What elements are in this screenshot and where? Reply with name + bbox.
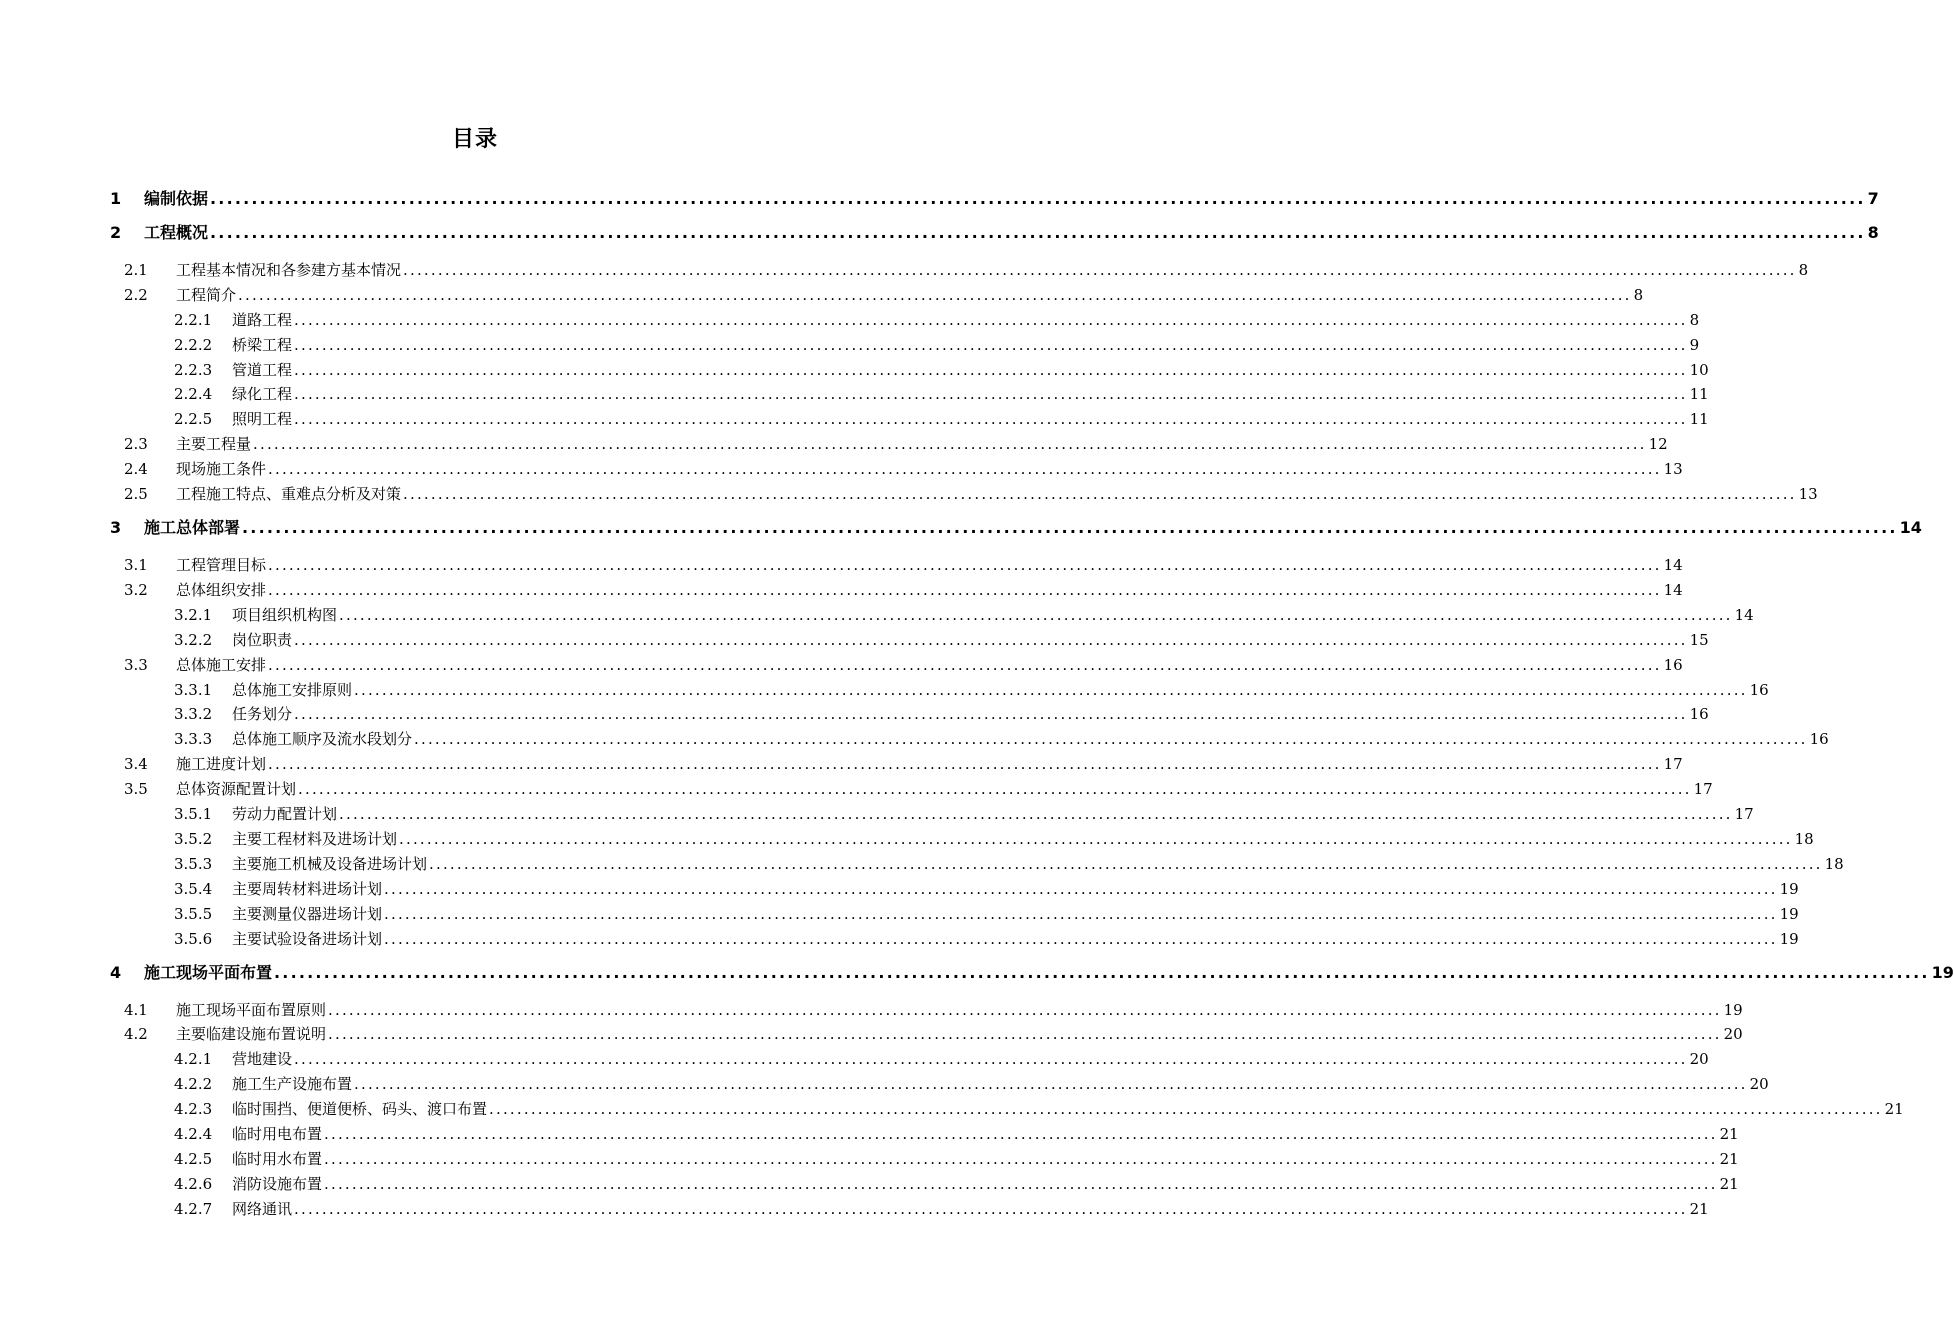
toc-entry-page: 13 [1798,485,1818,503]
toc-dot-leader: ........................................................................................................................................................................................................ [298,780,1692,798]
toc-entry-number: 3.3.2 [174,705,213,723]
toc-entry-page: 20 [1689,1050,1709,1068]
toc-dot-leader: ........................................................................................................................................................................................................ [210,223,1866,242]
toc-entry-page: 21 [1719,1125,1739,1143]
toc-dot-leader: ........................................................................................................................................................................................................ [242,518,1898,537]
toc-entry-label: 桥梁工程 [232,336,293,354]
toc-dot-leader: ........................................................................................................................................................................................................ [328,1025,1722,1043]
toc-dot-leader: ........................................................................................................................................................................................................ [294,311,1688,329]
toc-dot-leader: ........................................................................................................................................................................................................ [210,189,1866,208]
toc-entry-label: 工程概况 [144,223,209,242]
toc-entry-label: 临时用电布置 [232,1125,323,1143]
toc-entry[interactable] [174,727,1829,751]
toc-entry-label: 编制依据 [144,189,209,208]
toc-entry-label: 任务划分 [232,705,293,723]
toc-entry-page: 14 [1663,581,1683,599]
toc-dot-leader: ........................................................................................................................................................................................................ [294,1050,1688,1068]
toc-dot-leader: ........................................................................................................................................................................................................ [238,286,1632,304]
toc-entry[interactable] [124,482,1818,506]
toc-entry-page: 8 [1798,261,1809,279]
toc-entry-page: 18 [1794,830,1814,848]
toc-dot-leader: ........................................................................................................................................................................................................ [429,855,1823,873]
toc-dot-leader: ........................................................................................................................................................................................................ [268,755,1662,773]
toc-title: 目录 [451,127,498,152]
toc-entry-label: 主要施工机械及设备进场计划 [232,855,428,873]
toc-entry-page: 14 [1663,556,1683,574]
toc-entry-label: 主要工程材料及进场计划 [232,830,398,848]
toc-entry-number: 3 [110,518,122,537]
toc-entry-number: 2.4 [124,460,148,478]
toc-entry-label: 营地建设 [232,1050,293,1068]
toc-entry[interactable] [174,877,1799,901]
toc-entry-number: 2.2.3 [174,361,213,379]
toc-dot-leader: ........................................................................................................................................................................................................ [339,805,1733,823]
toc-entry-page: 20 [1749,1075,1769,1093]
toc-entry-number: 3.5.4 [174,880,213,898]
toc-entry-number: 3.5.1 [174,805,213,823]
toc-entry-page: 19 [1779,905,1799,923]
toc-dot-leader: ........................................................................................................................................................................................................ [384,930,1778,948]
toc-entry[interactable] [174,1097,1904,1121]
toc-entry-label: 主要试验设备进场计划 [232,930,383,948]
toc-dot-leader: ........................................................................................................................................................................................................ [403,261,1797,279]
toc-entry-number: 4.2.1 [174,1050,213,1068]
toc-entry-page: 21 [1884,1100,1904,1118]
toc-entry-page: 11 [1689,385,1709,403]
toc-entry-page: 16 [1663,656,1683,674]
toc-entry-number: 4.2.2 [174,1075,213,1093]
toc-entry[interactable] [174,1072,1769,1096]
toc-dot-leader: ........................................................................................................................................................................................................ [324,1150,1718,1168]
toc-entry-page: 20 [1723,1025,1743,1043]
toc-dot-leader: ........................................................................................................................................................................................................ [339,606,1733,624]
toc-entry[interactable] [174,678,1769,702]
toc-entry-label: 管道工程 [232,361,293,379]
toc-entry[interactable] [174,1122,1739,1146]
toc-entry-number: 3.2.1 [174,606,213,624]
toc-entry[interactable] [174,1172,1739,1196]
toc-entry-number: 3.5.5 [174,905,213,923]
toc-entry-number: 2.2.4 [174,385,213,403]
toc-entry-page: 19 [1779,930,1799,948]
toc-entry-label: 临时围挡、便道便桥、码头、渡口布置 [232,1100,488,1118]
toc-dot-leader: ........................................................................................................................................................................................................ [324,1125,1718,1143]
toc-entry-number: 4.2 [124,1025,148,1043]
toc-entry[interactable] [124,777,1713,801]
toc-entry[interactable] [110,187,1879,211]
toc-entry-number: 4.2.7 [174,1200,213,1218]
toc-dot-leader: ........................................................................................................................................................................................................ [294,361,1688,379]
toc-entry-label: 总体施工安排 [176,656,267,674]
toc-dot-leader: ........................................................................................................................................................................................................ [489,1100,1883,1118]
toc-entry[interactable] [174,1147,1739,1171]
toc-entry-page: 17 [1663,755,1683,773]
toc-entry-label: 临时用水布置 [232,1150,323,1168]
toc-entry[interactable] [174,1047,1709,1071]
toc-entry[interactable] [174,827,1814,851]
toc-entry[interactable] [174,902,1799,926]
toc-entry-label: 项目组织机构图 [232,606,338,624]
toc-entry[interactable] [174,358,1709,382]
toc-entry-page: 18 [1824,855,1844,873]
toc-entry-number: 2 [110,223,122,242]
toc-entry-label: 施工总体部署 [144,518,241,537]
toc-entry-number: 4.2.5 [174,1150,213,1168]
toc-entry-number: 3.3 [124,656,148,674]
toc-dot-leader: ........................................................................................................................................................................................................ [384,880,1778,898]
toc-entry-number: 4.2.3 [174,1100,213,1118]
toc-dot-leader: ........................................................................................................................................................................................................ [294,631,1688,649]
toc-entry-label: 工程简介 [176,286,237,304]
toc-entry-label: 施工现场平面布置 [144,963,273,982]
toc-entry[interactable] [124,752,1683,776]
toc-entry[interactable] [124,258,1809,282]
toc-entry-page: 19 [1723,1001,1743,1019]
toc-dot-leader: ........................................................................................................................................................................................................ [268,556,1662,574]
toc-entry-number: 2.1 [124,261,148,279]
toc-entry-label: 消防设施布置 [232,1175,323,1193]
toc-entry-label: 照明工程 [232,410,293,428]
toc-entry-label: 施工生产设施布置 [232,1075,353,1093]
toc-entry-page: 14 [1899,518,1922,537]
toc-entry-page: 21 [1689,1200,1709,1218]
toc-entry[interactable] [110,516,1922,540]
toc-entry-page: 12 [1648,435,1668,453]
toc-entry-number: 3.5 [124,780,148,798]
toc-dot-leader: ........................................................................................................................................................................................................ [294,385,1688,403]
toc-entry-page: 21 [1719,1150,1739,1168]
toc-dot-leader: ........................................................................................................................................................................................................ [294,336,1688,354]
toc-dot-leader: ........................................................................................................................................................................................................ [414,730,1808,748]
toc-entry-number: 1 [110,189,122,208]
toc-entry-label: 道路工程 [232,311,293,329]
toc-entry[interactable] [124,457,1683,481]
toc-entry[interactable] [124,578,1683,602]
toc-entry-number: 3.1 [124,556,148,574]
toc-entry-label: 总体资源配置计划 [176,780,297,798]
toc-entry-label: 网络通讯 [232,1200,293,1218]
toc-entry-label: 工程施工特点、重难点分析及对策 [176,485,402,503]
toc-entry[interactable] [124,553,1683,577]
toc-entry-page: 9 [1689,336,1700,354]
toc-entry-label: 施工现场平面布置原则 [176,1001,327,1019]
toc-dot-leader: ........................................................................................................................................................................................................ [274,963,1930,982]
toc-entry-page: 21 [1719,1175,1739,1193]
toc-entry-number: 3.3.3 [174,730,213,748]
toc-dot-leader: ........................................................................................................................................................................................................ [268,460,1662,478]
toc-dot-leader: ........................................................................................................................................................................................................ [399,830,1793,848]
toc-entry-page: 11 [1689,410,1709,428]
toc-entry-page: 7 [1867,189,1879,208]
toc-entry[interactable] [174,628,1709,652]
toc-entry-label: 岗位职责 [232,631,293,649]
toc-dot-leader: ........................................................................................................................................................................................................ [294,410,1688,428]
toc-dot-leader: ........................................................................................................................................................................................................ [354,681,1748,699]
toc-entry-number: 2.2.2 [174,336,213,354]
toc-entry[interactable] [174,603,1754,627]
toc-entry-page: 19 [1931,963,1954,982]
toc-entry-label: 总体施工安排原则 [232,681,353,699]
toc-dot-leader: ........................................................................................................................................................................................................ [403,485,1797,503]
toc-dot-leader: ........................................................................................................................................................................................................ [253,435,1647,453]
toc-entry[interactable] [110,961,1954,985]
toc-entry-page: 8 [1633,286,1644,304]
toc-entry-page: 16 [1809,730,1829,748]
toc-entry-page: 19 [1779,880,1799,898]
toc-entry-label: 工程基本情况和各参建方基本情况 [176,261,402,279]
toc-entry-page: 17 [1693,780,1713,798]
toc-entry-page: 16 [1689,705,1709,723]
toc-entry-label: 主要测量仪器进场计划 [232,905,383,923]
toc-entry-number: 4 [110,963,122,982]
toc-entry-number: 3.5.6 [174,930,213,948]
toc-dot-leader: ........................................................................................................................................................................................................ [294,1200,1688,1218]
toc-entry-page: 17 [1734,805,1754,823]
toc-entry-number: 2.2.1 [174,311,213,329]
toc-entry-number: 2.2 [124,286,148,304]
toc-entry-label: 总体组织安排 [176,581,267,599]
toc-entry-label: 主要工程量 [176,435,252,453]
toc-entry-label: 工程管理目标 [176,556,267,574]
toc-entry-number: 3.5.2 [174,830,213,848]
toc-entry-number: 2.2.5 [174,410,213,428]
toc-entry-page: 13 [1663,460,1683,478]
toc-entry-page: 8 [1867,223,1879,242]
toc-entry[interactable] [174,1197,1709,1221]
toc-entry-number: 3.4 [124,755,148,773]
toc-dot-leader: ........................................................................................................................................................................................................ [328,1001,1722,1019]
toc-entry-page: 8 [1689,311,1700,329]
toc-entry-label: 总体施工顺序及流水段划分 [232,730,413,748]
toc-entry[interactable] [174,308,1700,332]
toc-entry[interactable] [174,802,1754,826]
toc-entry[interactable] [124,283,1644,307]
toc-entry[interactable] [124,653,1683,677]
toc-entry-page: 14 [1734,606,1754,624]
toc-entry-page: 16 [1749,681,1769,699]
toc-entry-number: 2.3 [124,435,148,453]
toc-dot-leader: ........................................................................................................................................................................................................ [354,1075,1748,1093]
toc-dot-leader: ........................................................................................................................................................................................................ [268,656,1662,674]
toc-entry[interactable] [174,333,1700,357]
toc-entry-label: 主要周转材料进场计划 [232,880,383,898]
toc-entry-label: 施工进度计划 [176,755,267,773]
toc-entry-label: 现场施工条件 [176,460,267,478]
toc-dot-leader: ........................................................................................................................................................................................................ [384,905,1778,923]
toc-entry-number: 4.1 [124,1001,148,1019]
toc-entry-label: 主要临建设施布置说明 [176,1025,327,1043]
toc-entry[interactable] [124,998,1743,1022]
toc-entry[interactable] [124,1022,1743,1046]
toc-entry-label: 绿化工程 [232,385,293,403]
toc-entry-page: 15 [1689,631,1709,649]
toc-entry[interactable] [174,407,1709,431]
toc-entry-label: 劳动力配置计划 [232,805,338,823]
toc-dot-leader: ........................................................................................................................................................................................................ [324,1175,1718,1193]
toc-entry-number: 4.2.4 [174,1125,213,1143]
toc-dot-leader: ........................................................................................................................................................................................................ [294,705,1688,723]
toc-entry[interactable] [174,382,1709,406]
toc-entry[interactable] [110,221,1879,245]
toc-entry-number: 2.5 [124,485,148,503]
toc-entry[interactable] [174,852,1844,876]
toc-entry-number: 3.2 [124,581,148,599]
toc-entry-number: 3.2.2 [174,631,213,649]
toc-entry-number: 3.5.3 [174,855,213,873]
toc-entry-number: 4.2.6 [174,1175,213,1193]
toc-entry[interactable] [174,702,1709,726]
toc-dot-leader: ........................................................................................................................................................................................................ [268,581,1662,599]
toc-entry-number: 3.3.1 [174,681,213,699]
toc-entry[interactable] [174,927,1799,951]
toc-entry[interactable] [124,432,1668,456]
toc-entry-page: 10 [1689,361,1709,379]
